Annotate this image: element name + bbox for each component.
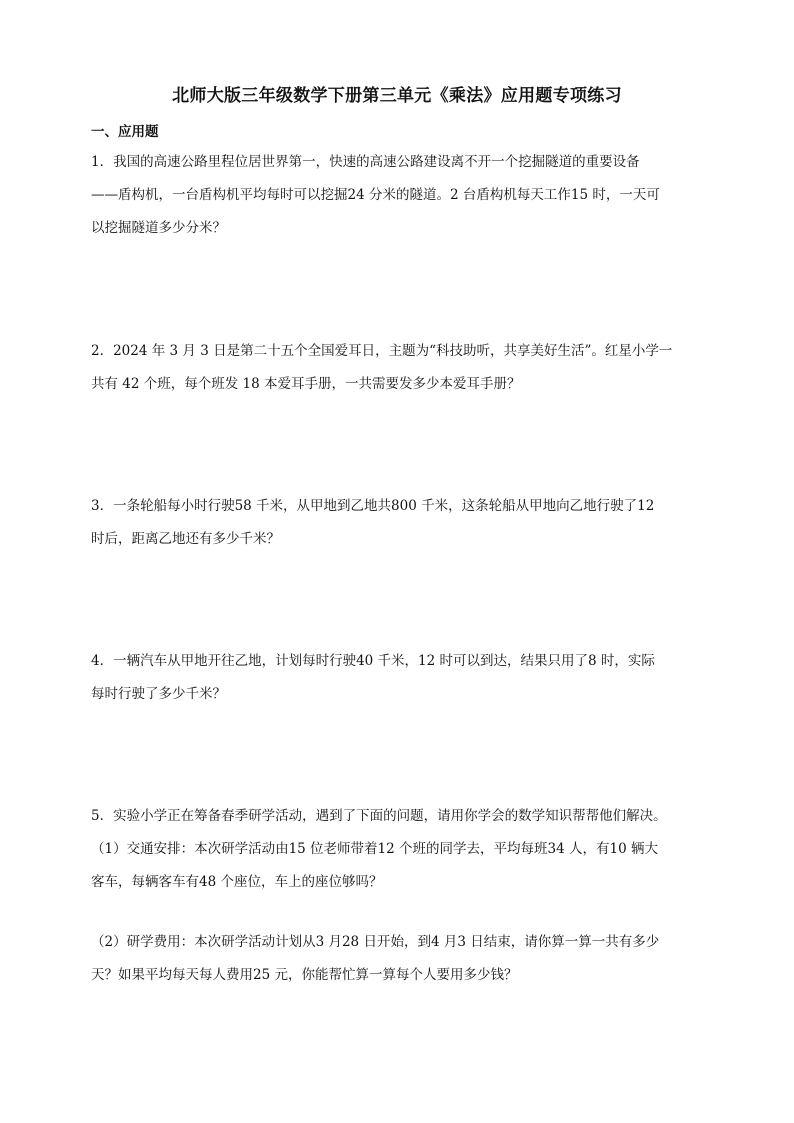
question-2	[91, 335, 709, 401]
question-1	[91, 146, 709, 245]
question-3	[91, 490, 709, 556]
question-5-part-2-line-2: 天？如果平均每天每人费用25 元，你能帮忙算一算每个人要用多少钱？	[91, 967, 518, 983]
question-5-part-2	[91, 926, 709, 992]
question-4-line-1: 4．一辆汽车从甲地开往乙地，计划每时行驶40 千米，12 时可以到达，结果只用了8 时，实际	[91, 653, 655, 669]
question-3-line-2: 时后，距离乙地还有多少千米？	[91, 531, 280, 547]
question-5-part-2-line-1: （2）研学费用：本次研学活动计划从3 月28 日开始，到4 月3 日结束，请你算一算一共有多少	[91, 934, 660, 950]
question-1-line-3: 以挖掘隧道多少分米？	[91, 220, 226, 236]
page-title: 北师大版三年级数学下册第三单元《乘法》应用题专项练习	[172, 86, 622, 106]
question-3-line-1: 3．一条轮船每小时行驶58 千米，从甲地到乙地共800 千米，这条轮船从甲地向乙地行驶了12	[91, 498, 655, 514]
question-2-line-2: 共有 42 个班，每个班发 18 本爱耳手册，一共需要发多少本爱耳手册？	[91, 376, 521, 392]
question-5	[91, 800, 709, 899]
section-heading: 一、应用题	[91, 124, 159, 140]
question-1-line-1: 1．我国的高速公路里程位居世界第一，快速的高速公路建设离不开一个挖掘隧道的重要设备	[91, 154, 640, 170]
question-4	[91, 645, 709, 711]
question-5-part-1-line-2: 客车，每辆客车有48 个座位，车上的座位够吗？	[91, 874, 383, 890]
question-2-line-1: 2．2024 年 3 月 3 日是第二十五个全国爱耳日，主题为“科技助听，共享美好生活”。红星小学一	[91, 343, 673, 359]
question-5-part-1-line-1: （1）交通安排：本次研学活动由15 位老师带着12 个班的同学去，平均每班34 人，有10 辆大	[91, 841, 658, 857]
question-5-line-1: 5．实验小学正在筹备春季研学活动，遇到了下面的问题，请用你学会的数学知识帮帮他们解决。	[91, 808, 667, 824]
question-1-line-2: ——盾构机，一台盾构机平均每时可以挖掘24 分米的隧道。2 台盾构机每天工作15 时，一天可	[91, 187, 660, 203]
question-4-line-2: 每时行驶了多少千米？	[91, 686, 226, 702]
